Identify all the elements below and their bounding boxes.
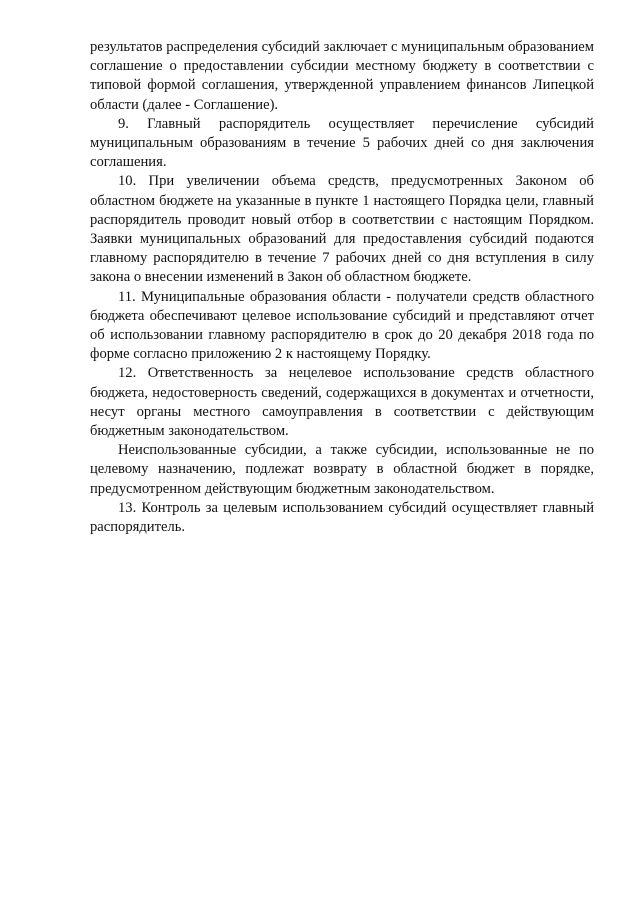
paragraph-item-13: 13. Контроль за целевым использованием субсидий осуществляет главный распорядитель.: [90, 499, 594, 536]
document-page: [90, 38, 594, 537]
paragraph-item-12: 12. Ответственность за нецелевое использование средств областного бюджета, недостоверность сведений, содержащихся в документах и отчетности, несут органы местного самоуправления в соответствии с действующим бюджетным законодательством.: [90, 365, 594, 440]
paragraph-continuation: результатов распределения субсидий заключает с муниципальным образованием соглашение о предоставлении субсидии местному бюджету в соответствии с типовой формой соглашения, утвержденной управлением финансов Липецкой области (далее - Соглашение).: [90, 39, 594, 113]
paragraph-item-10: 10. При увеличении объема средств, предусмотренных Законом об областном бюджете на указанные в пункте 1 настоящего Порядка цели, главный распорядитель проводит новый отбор в соответствии с настоящим Порядком. Заявки муниципальных образований для предоставления субсидий подаются главному распорядителю в течение 7 рабочих дней со дня вступления в силу закона о внесении изменений в Закон об областном бюджете.: [90, 173, 594, 286]
paragraph-item-9: 9. Главный распорядитель осуществляет перечисление субсидий муниципальным образованиям в течение 5 рабочих дней со дня заключения соглашения.: [90, 115, 594, 171]
paragraph-unused-subsidies: Неиспользованные субсидии, а также субсидии, использованные не по целевому назначению, подлежат возврату в областной бюджет в порядке, предусмотренном действующим бюджетным законодательством.: [90, 442, 594, 497]
paragraph-item-11: 11. Муниципальные образования области - получатели средств областного бюджета обеспечивают целевое использование субсидий и представляют отчет об использовании главному распорядителю в срок до 20 декабря 2018 года по форме согласно приложению 2 к настоящему Порядку.: [90, 288, 594, 363]
